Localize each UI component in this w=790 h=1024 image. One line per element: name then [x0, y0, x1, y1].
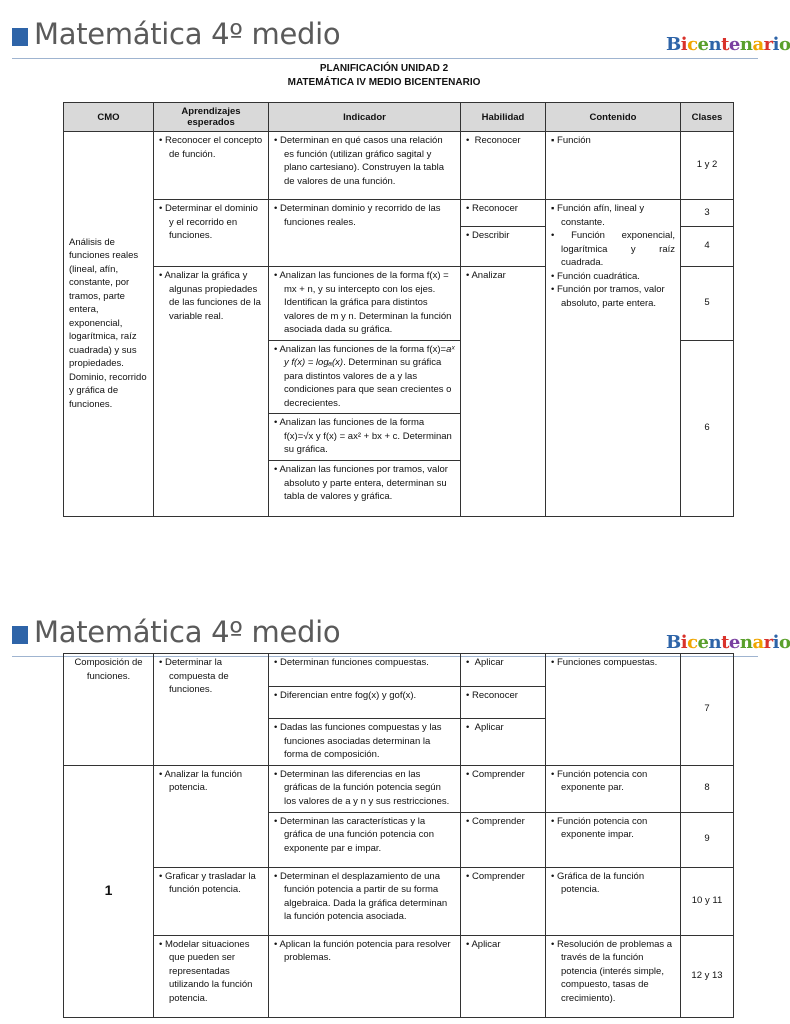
document-heading-line2: MATEMÁTICA IV MEDIO BICENTENARIO — [287, 77, 481, 88]
content-cell: • Función potencia con exponente par. — [546, 765, 681, 812]
indicator-cell: • Dadas las funciones compuestas y las funciones asociadas determinan la forma de composición. — [269, 719, 461, 766]
skill-cell: • Analizar — [461, 267, 546, 517]
skill-cell: • Aplicar — [461, 719, 546, 766]
content-cell: • Función potencia con exponente impar. — [546, 812, 681, 867]
table-row — [64, 200, 734, 227]
classes-cell: 4 — [681, 227, 734, 267]
skill-cell: • Describir — [461, 227, 546, 267]
classes-cell: 9 — [681, 812, 734, 867]
skill-cell: • Comprender — [461, 867, 546, 935]
brand-square-icon — [12, 626, 28, 644]
content-cell: • Gráfica de la función potencia. — [546, 867, 681, 935]
content-cell: ▪ Función — [546, 132, 681, 200]
page-header-2 — [0, 598, 790, 660]
ae-cell: • Modelar situaciones que pueden ser representadas utilizando la función potencia. — [154, 935, 269, 1017]
cmo-cell — [64, 132, 154, 517]
ae-cell: • Reconocer el concepto de función. — [154, 132, 269, 200]
classes-cell: 6 — [681, 340, 734, 517]
table-row — [64, 867, 734, 935]
indicator-cell: • Analizan las funciones de la forma f(x)=aˣ y f(x) = logₐ(x). Determinan su gráfica para distintos valores de a y las condiciones para que sean crecientes o decrecientes. — [269, 340, 461, 414]
table-row — [64, 935, 734, 1017]
bicentenario-logo: Bicentenario — [666, 34, 790, 55]
col-header-indicador: Indicador — [269, 103, 461, 132]
indicator-cell: • Determinan en qué casos una relación es función (utilizan gráfico sagital y plano cartesiano). Construyen la tabla de valores de una función. — [269, 132, 461, 200]
table-header-row — [64, 103, 734, 132]
planning-table-page1 — [63, 102, 734, 517]
document-heading-line1: PLANIFICACIÓN UNIDAD 2 — [319, 63, 449, 74]
classes-cell: 7 — [681, 654, 734, 766]
indicator-cell: • Aplican la función potencia para resolver problemas. — [269, 935, 461, 1017]
table-row — [64, 132, 734, 200]
skill-cell: • Comprender — [461, 812, 546, 867]
indicator-cell: • Analizan las funciones de la forma f(x) = mx + n, y su intercepto con los ejes. Identifican la gráfica para distintos valores de m y n. Determinan la función asociada dada su gráfica. — [269, 267, 461, 341]
page-title: Matemática 4º medio — [34, 17, 341, 51]
col-header-clases: Clases — [681, 103, 734, 132]
indicator-cell: • Determinan las diferencias en las gráficas de la función potencia según los valores de a y n y sus restricciones. — [269, 765, 461, 812]
skill-cell: • Comprender — [461, 765, 546, 812]
indicator-cell: • Diferencian entre fog(x) y gof(x). — [269, 687, 461, 719]
indicator-cell: • Analizan las funciones de la forma f(x)=√x y f(x) = ax² + bx + c. Determinan su gráfica. — [269, 414, 461, 461]
skill-cell: • Aplicar — [461, 654, 546, 687]
indicator-cell: • Determinan dominio y recorrido de las funciones reales. — [269, 200, 461, 267]
col-header-habilidad: Habilidad — [461, 103, 546, 132]
table-row — [64, 765, 734, 812]
col-header-aprendizajes: Aprendizajes esperados — [154, 103, 269, 132]
cmo-text: Análisis de funciones reales (lineal, afín, constante, por tramos, parte entera, exponencial, logarítmica, raíz cuadrada) y sus propiedades. Dominio, recorrido y gráfica de funciones. — [69, 236, 147, 410]
cmo-cell: 1 — [64, 765, 154, 1017]
brand-square-icon — [12, 28, 28, 46]
skill-cell: • Reconocer — [461, 687, 546, 719]
content-cell: • Resolución de problemas a través de la función potencia (interés simple, compuesto, tasas de crecimiento). — [546, 935, 681, 1017]
classes-cell: 8 — [681, 765, 734, 812]
ae-cell: • Analizar la función potencia. — [154, 765, 269, 867]
table-row — [64, 654, 734, 687]
ae-cell: • Graficar y trasladar la función potencia. — [154, 867, 269, 935]
cmo-cell: Composición de funciones. — [64, 654, 154, 766]
indicator-cell: • Determinan las características y la gráfica de una función potencia con exponente par e impar. — [269, 812, 461, 867]
ae-cell: • Determinar el dominio y el recorrido en funciones. — [154, 200, 269, 267]
planning-table-page2 — [63, 653, 734, 1018]
page-header — [0, 0, 790, 62]
col-header-cmo: CMO — [64, 103, 154, 132]
content-cell: ▪ Función afín, lineal y constante. • Función exponencial, logarítmica y raíz cuadrada. • Función cuadrática. • Función por tramos, valor absoluto, parte entera. — [546, 200, 681, 517]
content-cell: • Funciones compuestas. — [546, 654, 681, 766]
classes-cell: 3 — [681, 200, 734, 227]
indicator-cell: • Determinan el desplazamiento de una función potencia a partir de su forma algebraica. Dada la gráfica determinan la función potencia asociada. — [269, 867, 461, 935]
indicator-cell: • Determinan funciones compuestas. — [269, 654, 461, 687]
ae-cell: • Analizar la gráfica y algunas propiedades de las funciones de la variable real. — [154, 267, 269, 517]
classes-cell: 1 y 2 — [681, 132, 734, 200]
classes-cell: 5 — [681, 267, 734, 341]
page-title-2: Matemática 4º medio — [34, 615, 341, 649]
skill-cell: • Reconocer — [461, 200, 546, 227]
bicentenario-logo: Bicentenario — [666, 632, 790, 653]
ae-cell: • Determinar la compuesta de funciones. — [154, 654, 269, 766]
indicator-cell: • Analizan las funciones por tramos, valor absoluto y parte entera, determinan su tabla de valores y gráfica. — [269, 461, 461, 517]
classes-cell: 12 y 13 — [681, 935, 734, 1017]
header-rule — [12, 58, 758, 59]
classes-cell: 10 y 11 — [681, 867, 734, 935]
col-header-contenido: Contenido — [546, 103, 681, 132]
skill-cell: • Aplicar — [461, 935, 546, 1017]
skill-cell: • Reconocer — [461, 132, 546, 200]
